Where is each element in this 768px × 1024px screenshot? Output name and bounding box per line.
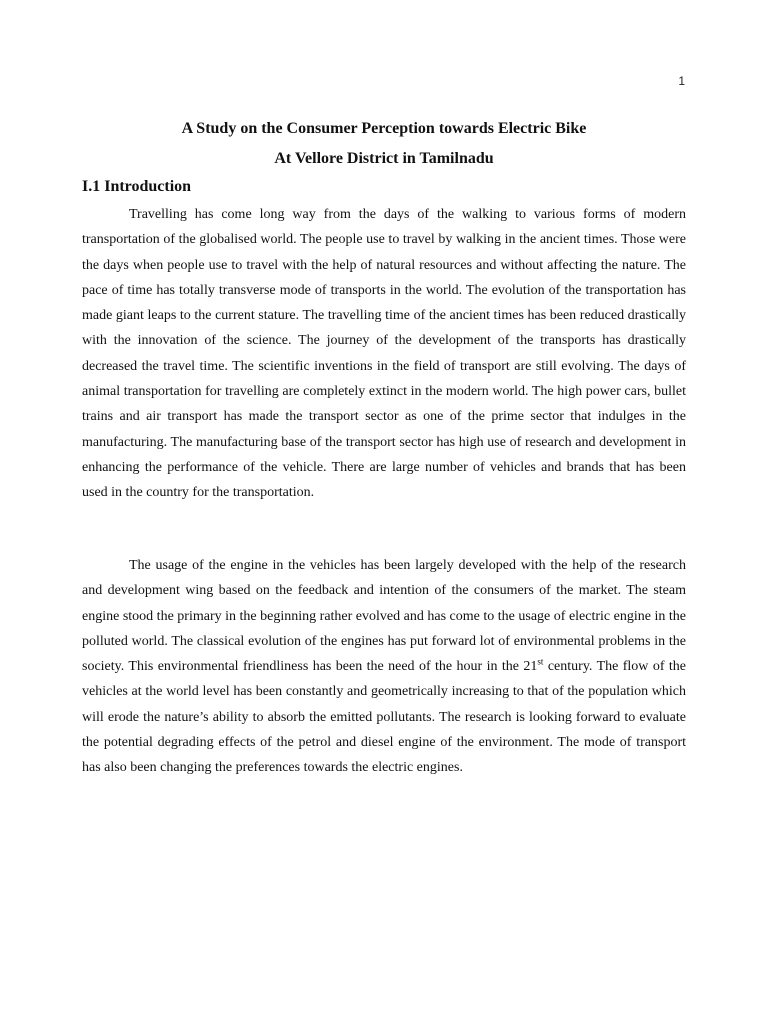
paragraph-2 [82,553,686,781]
ordinal-superscript: st [537,656,544,667]
paragraph-1: Travelling has come long way from the days of the walking to various forms of modern transportation of the globalised world. The people use to travel by walking in the ancient times. Those were the days when people use to travel with the help of natural resources and without affecting the nature. The pace of time has totally transverse mode of transports in the world. The evolution of the transportation has made giant leaps to the current stature. The travelling time of the ancient times has been reduced drastically with the innovation of the science. The journey of the development of the transports has drastically decreased the travel time. The scientific inventions in the field of transport are still evolving. The days of animal transportation for travelling are completely extinct in the modern world. The high power cars, bullet trains and air transport has made the transport sector as one of the prime sector that indulges in the manufacturing. The manufacturing base of the transport sector has high use of research and development in enhancing the performance of the vehicle. There are large number of vehicles and brands that has been used in the country for the transportation. [82,207,686,501]
section-heading: I.1 Introduction [82,178,192,195]
document-title-line-1: A Study on the Consumer Perception towards Electric Bike [181,120,587,137]
document-title-line-2: At Vellore District in Tamilnadu [274,150,494,167]
paragraph-2-text-a: The usage of the engine in the vehicles has been largely developed with the help of the research and development wing based on the feedback and intention of the consumers of the market. The steam engine stood the primary in the beginning rather evolved and has come to the usage of electric engine in the polluted world. The classical evolution of the engines has put forward lot of environmental problems in the society. This environmental friendliness has been the need of the hour in the 21 [82,558,686,675]
page-number: 1 [678,74,685,88]
paragraph-2-text-b: century. The flow of the vehicles at the world level has been constantly and geometrically increasing to that of the population which will erode the nature’s ability to absorb the emitted pollutants. The research is looking forward to evaluate the potential degrading effects of the petrol and diesel engine of the environment. The mode of transport has also been changing the preferences towards the electric engines. [82,659,686,776]
